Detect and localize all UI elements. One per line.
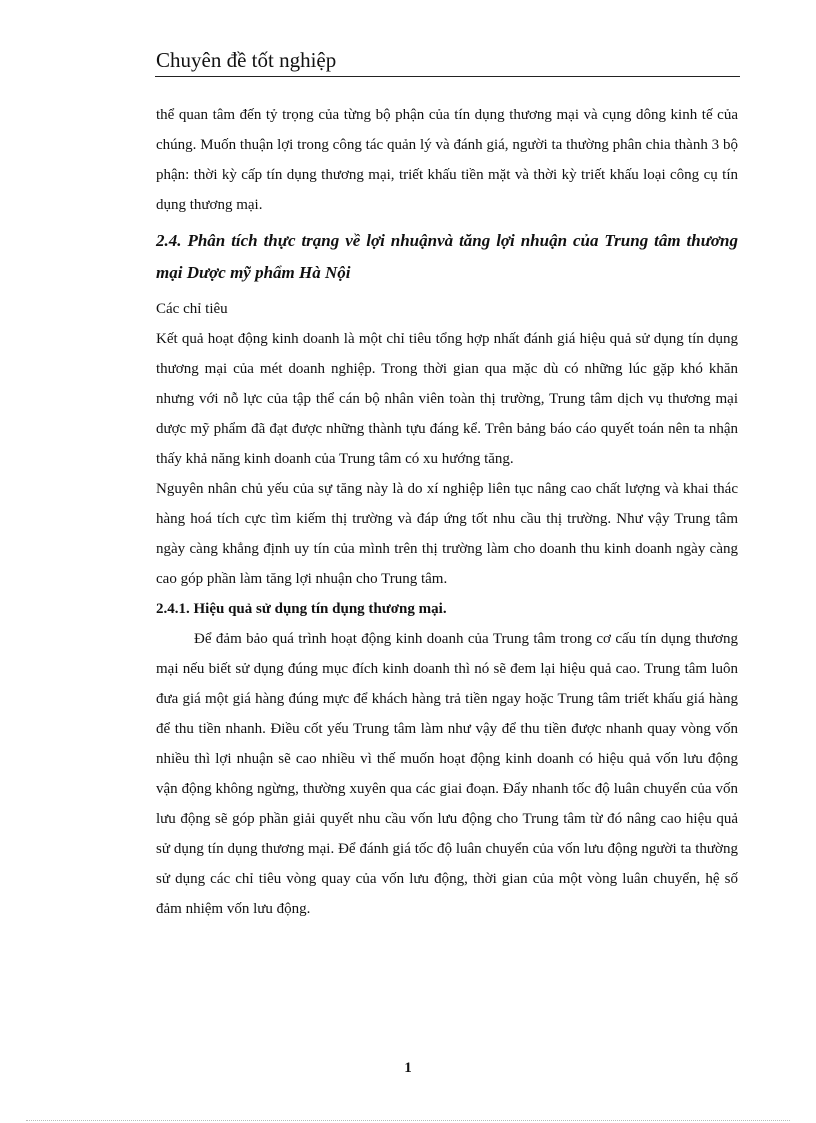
paragraph-results: Kết quả hoạt động kinh doanh là một chỉ tiêu tổng hợp nhất đánh giá hiệu quả sử dụng tín dụng thương mại của mét doanh nghiệp. Trong thời gian qua mặc dù có những lúc gặp khó khăn nhưng với nỗ lực của tập thể cán bộ nhân viên toàn thị trường, Trung tâm dịch vụ thương mại dược mỹ phẩm đã đạt được những thành tựu đáng kể. Trên bảng báo cáo quyết toán nên ta nhận thấy khả năng kinh doanh của Trung tâm có xu hướng tăng. bbox=[156, 331, 738, 467]
subsection-label: Các chỉ tiêu bbox=[156, 301, 228, 317]
paragraph-intro: thể quan tâm đến tỷ trọng của từng bộ phận của tín dụng thương mại và cụng dông kinh tế của chúng. Muốn thuận lợi trong công tác quản lý và đánh giá, người ta thường phân chia thành 3 bộ phận: thời kỳ cấp tín dụng thương mại, triết khấu tiền mặt và thời kỳ triết khấu loại công cụ tín dụng thương mại. bbox=[156, 107, 738, 213]
page-body bbox=[156, 100, 738, 924]
footer-divider bbox=[26, 1120, 790, 1121]
page-header-title: Chuyên đề tốt nghiệp bbox=[156, 48, 337, 72]
paragraph-causes: Nguyên nhân chủ yếu của sự tăng này là do xí nghiệp liên tục nâng cao chất lượng và khai thác hàng hoá tích cực tìm kiếm thị trường và đáp ứng tốt nhu cầu thị trường. Như vậy Trung tâm ngày càng khẳng định uy tín của mình trên thị trường làm cho doanh thu kinh doanh ngày càng cao góp phần làm tăng lợi nhuận cho Trung tâm. bbox=[156, 481, 738, 587]
page-number: 1 bbox=[404, 1060, 412, 1076]
paragraph-efficiency: Để đảm bảo quá trình hoạt động kinh doanh của Trung tâm trong cơ cấu tín dụng thương mại nếu biết sử dụng đúng mục đích kinh doanh thì nó sẽ đem lại hiệu quả cao. Trung tâm luôn đưa giá một giá hàng đúng mực để khách hàng trả tiền ngay hoặc Trung tâm triết khấu giá hàng để thu tiền nhanh. Điều cốt yếu Trung tâm làm như vậy để thu tiền được nhanh quay vòng vốn nhiều thì lợi nhuận sẽ cao nhiều vì thế muốn hoạt động kinh doanh có hiệu quả vốn lưu động vận động không ngừng, thường xuyên qua các giai đoạn. Đẩy nhanh tốc độ luân chuyển của vốn lưu động sẽ góp phần giải quyết nhu cầu vốn lưu động cho Trung tâm từ đó nâng cao hiệu quả sử dụng tín dụng thương mại. Để đánh giá tốc độ luân chuyển của vốn lưu động người ta thường sử dụng các chỉ tiêu vòng quay của vốn lưu động, thời gian của một vòng luân chuyển, hệ số đảm nhiệm vốn lưu động. bbox=[156, 631, 738, 917]
header-divider bbox=[155, 76, 740, 77]
section-heading-2-4: 2.4. Phân tích thực trạng về lợi nhuậnvà tăng lợi nhuận của Trung tâm thương mại Dược mỹ phẩm Hà Nội bbox=[156, 231, 738, 282]
section-heading-2-4-1: 2.4.1. Hiệu quả sử dụng tín dụng thương mại. bbox=[156, 601, 447, 617]
